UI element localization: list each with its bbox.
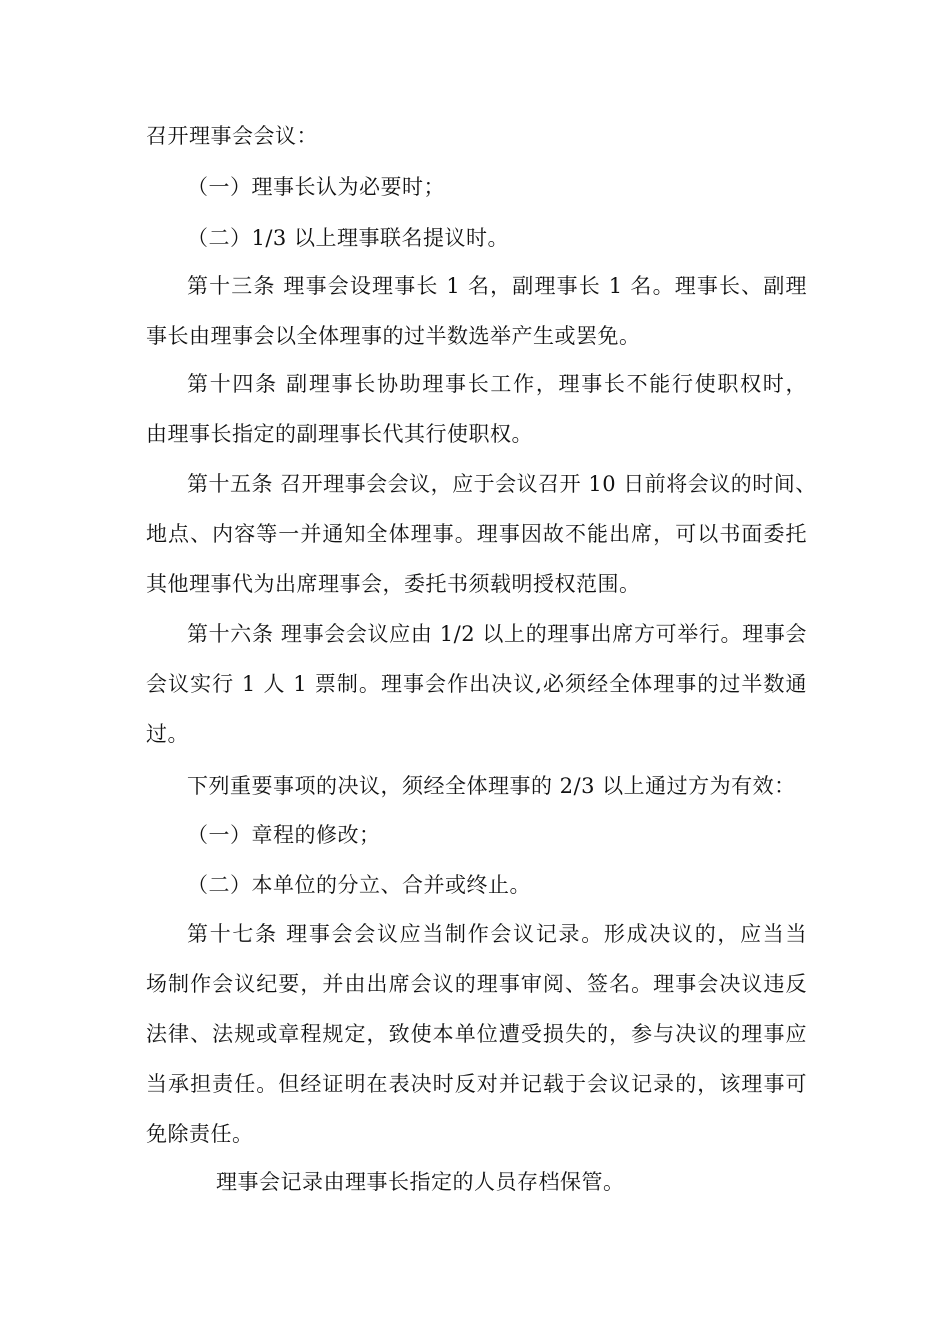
text-line: （二）1/3 以上理事联名提议时。 [187, 226, 509, 250]
article-14-heading-line: 第十四条 副理事长协助理事长工作，理事长不能行使职权时， [187, 372, 807, 396]
article-17-heading-line: 第十七条 理事会会议应当制作会议记录。形成决议的，应当当 [187, 922, 807, 946]
text-line: 事长由理事会以全体理事的过半数选举产生或罢免。 [146, 324, 641, 348]
text-line: 过。 [146, 722, 189, 746]
text-line: 其他理事代为出席理事会，委托书须载明授权范围。 [146, 572, 641, 596]
text-line: 召开理事会会议： [146, 124, 318, 148]
text-line: （二）本单位的分立、合并或终止。 [187, 873, 531, 897]
text-line: （一）章程的修改； [187, 823, 381, 847]
text-line: 理事会记录由理事长指定的人员存档保管。 [216, 1170, 625, 1194]
text-line: （一）理事长认为必要时； [187, 175, 445, 199]
text-line: 当承担责任。但经证明在表决时反对并记载于会议记录的，该理事可 [146, 1072, 807, 1096]
text-line: 地点、内容等一并通知全体理事。理事因故不能出席，可以书面委托 [146, 522, 807, 546]
text-line: 免除责任。 [146, 1122, 254, 1146]
article-16-heading-line: 第十六条 理事会会议应由 1/2 以上的理事出席方可举行。理事会 [187, 622, 807, 646]
article-15-heading-line: 第十五条 召开理事会会议，应于会议召开 10 日前将会议的时间、 [187, 472, 817, 496]
text-line: 法律、法规或章程规定，致使本单位遭受损失的，参与决议的理事应 [146, 1022, 807, 1046]
text-line: 会议实行 1 人 1 票制。理事会作出决议,必须经全体理事的过半数通 [146, 672, 807, 696]
article-13-heading-line: 第十三条 理事会设理事长 1 名，副理事长 1 名。理事长、副理 [187, 274, 807, 298]
text-line: 由理事长指定的副理事长代其行使职权。 [146, 422, 533, 446]
text-line: 场制作会议纪要，并由出席会议的理事审阅、签名。理事会决议违反 [146, 972, 807, 996]
text-line: 下列重要事项的决议，须经全体理事的 2/3 以上通过方为有效： [187, 774, 796, 798]
